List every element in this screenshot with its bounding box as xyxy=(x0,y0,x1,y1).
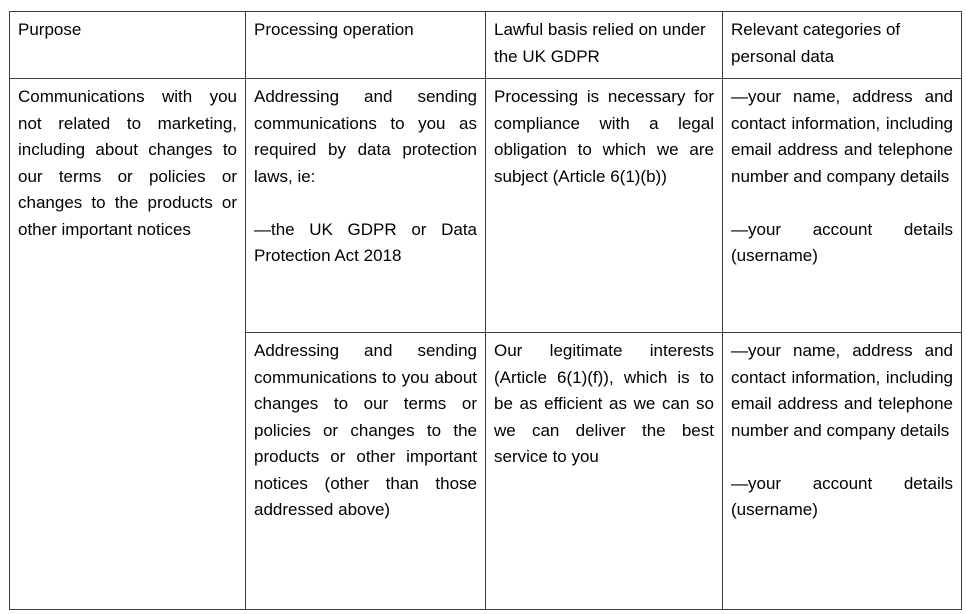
cell-lawful-basis-row2 xyxy=(486,333,723,610)
cell-purpose xyxy=(10,79,246,610)
header-personal-data-categories-label: Relevant categories of personal data xyxy=(731,20,901,66)
header-lawful-basis xyxy=(486,12,723,79)
table-row xyxy=(10,79,962,333)
cell-personal-data-row2 xyxy=(723,333,962,610)
header-processing-operation-label: Processing operation xyxy=(254,20,414,39)
personal-data-paragraph: —your name, address and contact information, including email address and telephone number and company details xyxy=(731,341,953,440)
table-header-row xyxy=(10,12,962,79)
personal-data-paragraph: —your account details (username) xyxy=(731,473,953,519)
cell-processing-operation-row2 xyxy=(246,333,486,610)
processing-operation-paragraph: —the UK GDPR or Data Protection Act 2018 xyxy=(254,219,477,265)
header-purpose-label: Purpose xyxy=(18,20,82,39)
personal-data-paragraph: —your account details (username) xyxy=(731,219,953,265)
processing-operation-paragraph: Addressing and sending communications to you about changes to our terms or policies or changes to the products or other important notices (other than those addressed above) xyxy=(254,341,477,519)
cell-personal-data-row1 xyxy=(723,79,962,333)
processing-operation-paragraph: Addressing and sending communications to you as required by data protection laws, ie: xyxy=(254,87,477,186)
lawful-basis-paragraph: Our legitimate interests (Article 6(1)(f)), which is to be as efficient as we can so we can deliver the best service to you xyxy=(494,341,714,466)
header-processing-operation xyxy=(246,12,486,79)
lawful-basis-paragraph: Processing is necessary for compliance with a legal obligation to which we are subject (Article 6(1)(b)) xyxy=(494,87,714,186)
header-lawful-basis-label: Lawful basis relied on under the UK GDPR xyxy=(494,20,706,66)
personal-data-paragraph: —your name, address and contact information, including email address and telephone number and company details xyxy=(731,87,953,186)
cell-lawful-basis-row1 xyxy=(486,79,723,333)
cell-processing-operation-row1 xyxy=(246,79,486,333)
purpose-text: Communications with you not related to marketing, including about changes to our terms or policies or changes to the products or other important notices xyxy=(18,87,237,239)
header-purpose xyxy=(10,12,246,79)
header-personal-data-categories xyxy=(723,12,962,79)
gdpr-processing-table xyxy=(9,11,962,610)
